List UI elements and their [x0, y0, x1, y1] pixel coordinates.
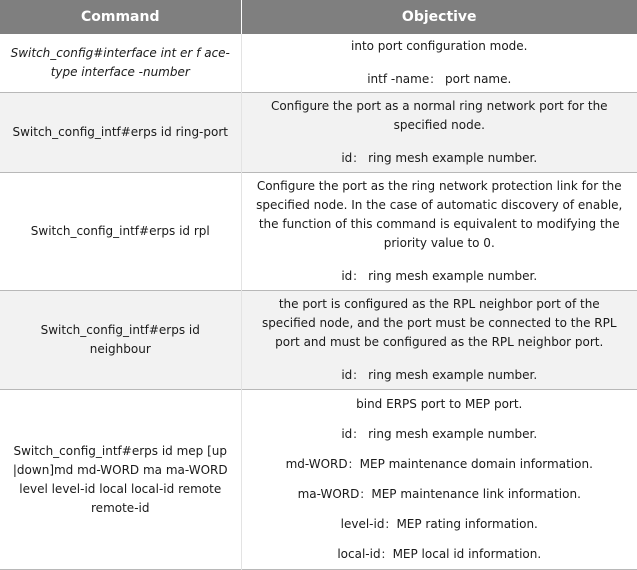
table-row	[0, 173, 637, 291]
objective-line: id： ring mesh example number.	[341, 269, 538, 283]
table-row	[0, 34, 637, 93]
objective-cell	[241, 34, 637, 93]
objective-cell	[241, 390, 637, 570]
objective-line: Configure the port as a normal ring network port for the specified node.	[270, 99, 608, 132]
objective-line: local-id：MEP local id information.	[337, 547, 542, 561]
command-cell: Switch_config_intf#erps id mep [up |down]md md-WORD ma ma-WORD level level-id local local-id remote remote-id	[0, 390, 241, 570]
objective-cell	[241, 291, 637, 390]
objective-line: ma-WORD：MEP maintenance link information.	[297, 487, 581, 501]
objective-cell	[241, 93, 637, 173]
objective-line: id： ring mesh example number.	[341, 427, 538, 441]
header-objective: Objective	[241, 0, 637, 34]
objective-line: Configure the port as the ring network protection link for the specified node. In the case of automatic discovery of enable, the function of this command is equivalent to modifying the priority value to 0.	[256, 179, 623, 250]
command-cell: Switch_config_intf#erps id neighbour	[0, 291, 241, 390]
objective-line: md-WORD：MEP maintenance domain information.	[285, 457, 593, 471]
objective-line: intf -name： port name.	[367, 72, 512, 86]
objective-line: bind ERPS port to MEP port.	[356, 397, 523, 411]
objective-cell	[241, 173, 637, 291]
objective-line: into port configuration mode.	[351, 39, 528, 53]
table-row	[0, 291, 637, 390]
objective-line: id： ring mesh example number.	[341, 151, 538, 165]
command-cell: Switch_config_intf#erps id rpl	[0, 173, 241, 291]
command-cell: Switch_config#interface int er f ace-type interface -number	[0, 34, 241, 93]
objective-line: the port is configured as the RPL neighbor port of the specified node, and the port must be connected to the RPL port and must be configured as the RPL neighbor port.	[261, 297, 617, 349]
header-command: Command	[0, 0, 241, 34]
table-row	[0, 93, 637, 173]
table-row	[0, 390, 637, 570]
objective-line: level-id：MEP rating information.	[340, 517, 538, 531]
command-cell: Switch_config_intf#erps id ring-port	[0, 93, 241, 173]
objective-line: id： ring mesh example number.	[341, 368, 538, 382]
table-header-row	[0, 0, 637, 34]
